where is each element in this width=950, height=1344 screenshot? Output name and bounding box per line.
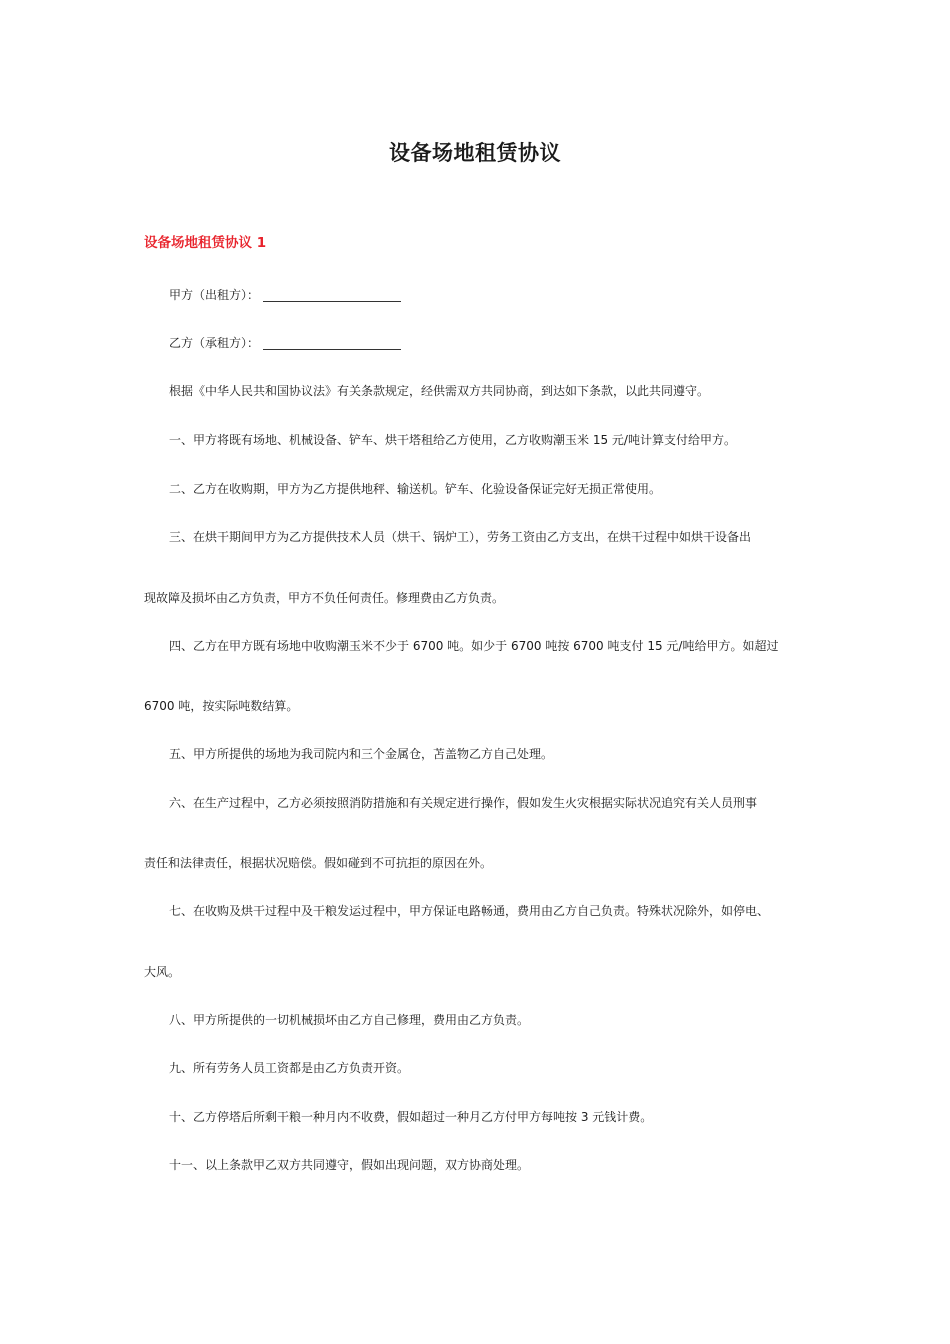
clause-11: 十一、以上条款甲乙双方共同遵守，假如出现问题，双方协商处理。 <box>169 1158 530 1172</box>
party-a-line <box>169 286 401 304</box>
clause-3-line-2: 现故障及损坏由乙方负责，甲方不负任何责任。修理费由乙方负责。 <box>144 591 505 605</box>
party-a-blank <box>263 289 401 302</box>
clause-6-line-1: 六、在生产过程中，乙方必须按照消防措施和有关规定进行操作，假如发生火灾根据实际状况追究有关人员刑事 <box>169 796 758 810</box>
party-b-label: 乙方（承租方）： <box>169 336 260 350</box>
clause-7-line-1: 七、在收购及烘干过程中及干粮发运过程中，甲方保证电路畅通，费用由乙方自己负责。特殊状况除外，如停电、 <box>169 904 770 918</box>
clause-7-line-2: 大风。 <box>144 965 181 979</box>
clause-5: 五、甲方所提供的场地为我司院内和三个金属仓，苫盖物乙方自己处理。 <box>169 747 554 761</box>
clause-8: 八、甲方所提供的一切机械损坏由乙方自己修理，费用由乙方负责。 <box>169 1013 530 1027</box>
clause-2: 二、乙方在收购期，甲方为乙方提供地秤、输送机。铲车、化验设备保证完好无损正常使用。 <box>169 482 662 496</box>
document-title: 设备场地租赁协议 <box>389 141 561 165</box>
clause-1: 一、甲方将既有场地、机械设备、铲车、烘干塔租给乙方使用，乙方收购潮玉米 15 元/吨计算支付给甲方。 <box>169 433 736 447</box>
clause-4-line-2: 6700 吨，按实际吨数结算。 <box>144 699 299 713</box>
clause-10: 十、乙方停塔后所剩干粮一种月内不收费，假如超过一种月乙方付甲方每吨按 3 元钱计费。 <box>169 1110 653 1124</box>
section-heading: 设备场地租赁协议 1 <box>144 235 267 251</box>
clause-3-line-1: 三、在烘干期间甲方为乙方提供技术人员（烘干、锅炉工），劳务工资由乙方支出，在烘干过程中如烘干设备出 <box>169 530 752 544</box>
clause-6-line-2: 责任和法律责任，根据状况赔偿。假如碰到不可抗拒的原因在外。 <box>144 856 493 870</box>
party-b-blank <box>263 337 401 350</box>
party-b-line <box>169 334 401 352</box>
clause-9: 九、所有劳务人员工资都是由乙方负责开资。 <box>169 1061 410 1075</box>
preamble-paragraph: 根据《中华人民共和国协议法》有关条款规定，经供需双方共同协商，到达如下条款，以此共同遵守。 <box>169 384 710 398</box>
party-a-label: 甲方（出租方）： <box>169 288 260 302</box>
clause-4-line-1: 四、乙方在甲方既有场地中收购潮玉米不少于 6700 吨。如少于 6700 吨按 6700 吨支付 15 元/吨给甲方。如超过 <box>169 639 779 653</box>
